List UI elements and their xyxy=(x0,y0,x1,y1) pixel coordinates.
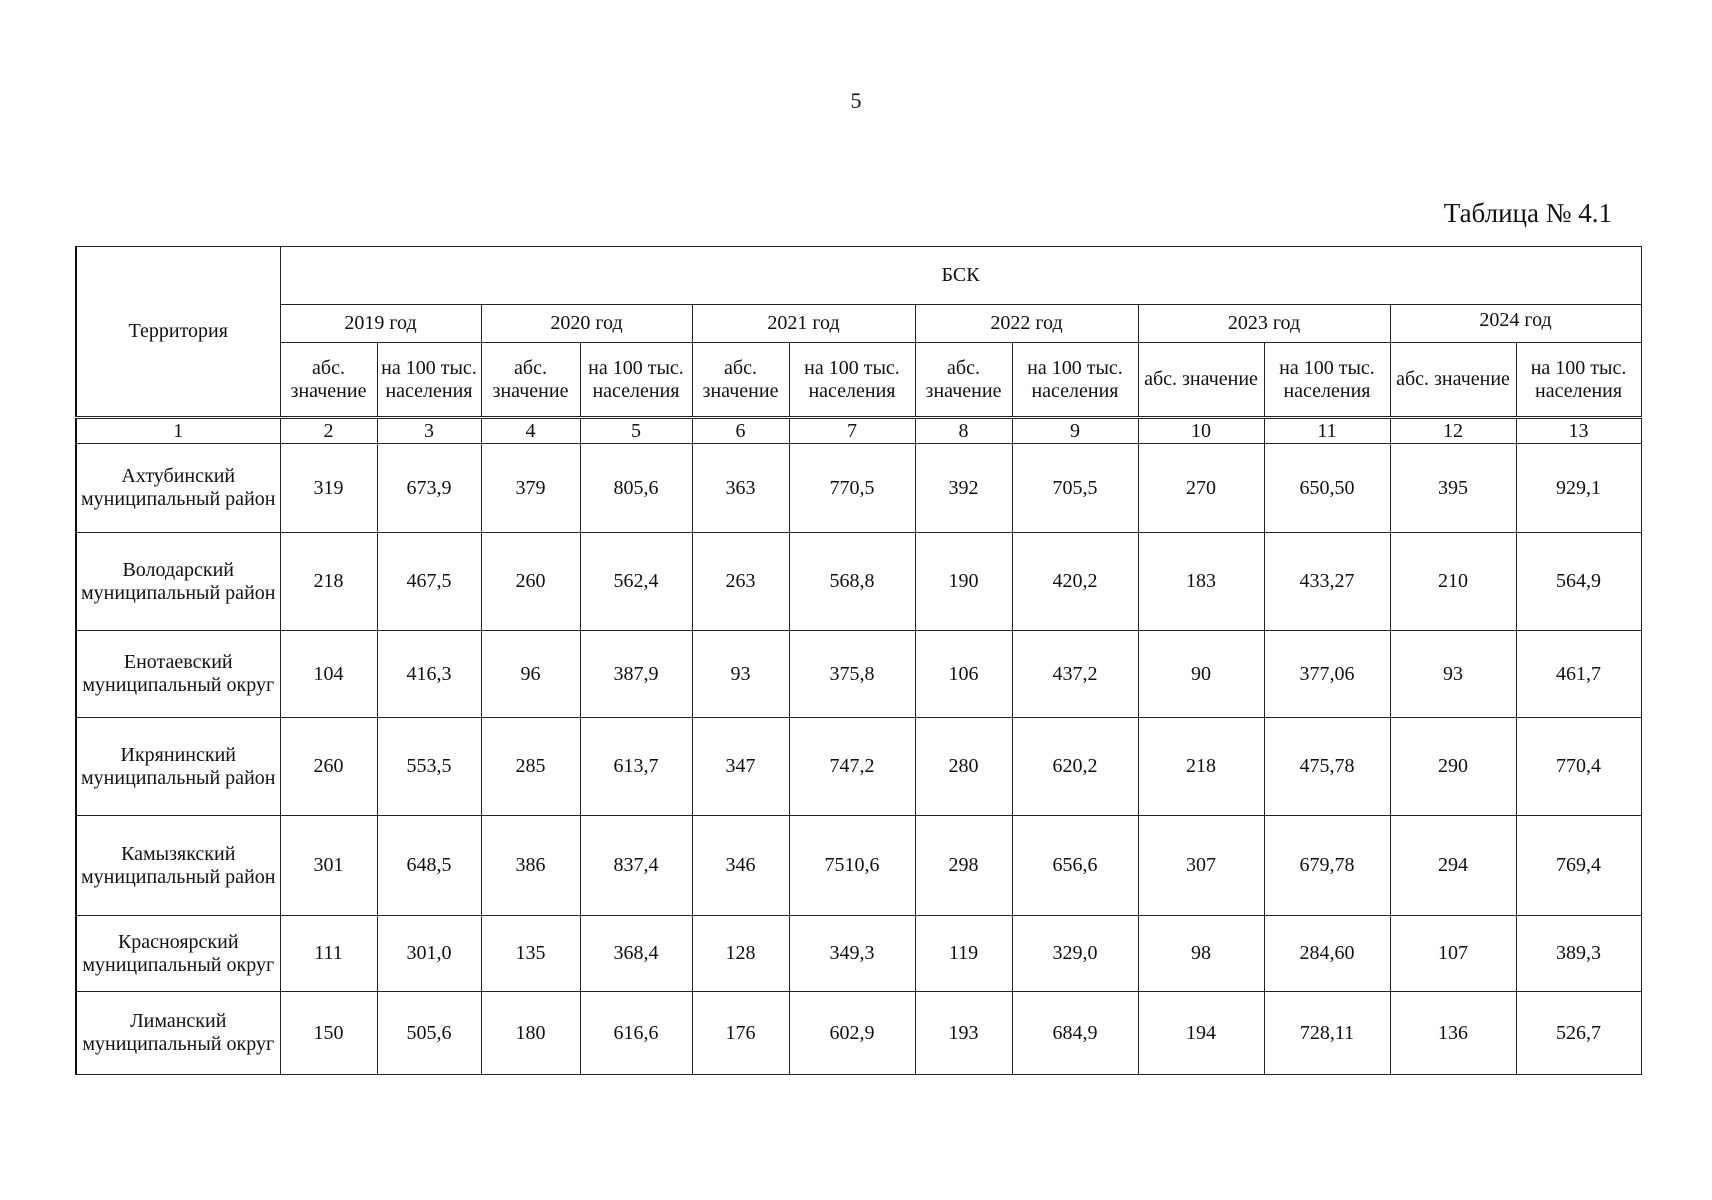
column-number: 2 xyxy=(280,418,377,444)
header-sub: на 100 тыс. населения xyxy=(377,343,481,418)
abs-value-cell: 150 xyxy=(280,992,377,1075)
table-row xyxy=(76,816,1641,916)
header-row-years xyxy=(76,305,1641,343)
abs-value-cell: 106 xyxy=(915,631,1012,718)
rate-value-cell: 553,5 xyxy=(377,718,481,816)
abs-value-cell: 379 xyxy=(481,444,580,533)
abs-value-cell: 93 xyxy=(1390,631,1516,718)
header-sub: абс. значение xyxy=(692,343,789,418)
abs-value-cell: 183 xyxy=(1138,533,1264,631)
abs-value-cell: 346 xyxy=(692,816,789,916)
header-year: 2020 год xyxy=(481,305,692,343)
column-number: 1 xyxy=(76,418,280,444)
territory-name: Красноярский муниципальный округ xyxy=(76,916,280,992)
abs-value-cell: 307 xyxy=(1138,816,1264,916)
rate-value-cell: 467,5 xyxy=(377,533,481,631)
abs-value-cell: 119 xyxy=(915,916,1012,992)
rate-value-cell: 301,0 xyxy=(377,916,481,992)
page-number: 5 xyxy=(850,88,862,113)
abs-value-cell: 301 xyxy=(280,816,377,916)
abs-value-cell: 176 xyxy=(692,992,789,1075)
rate-value-cell: 564,9 xyxy=(1516,533,1641,631)
rate-value-cell: 420,2 xyxy=(1012,533,1138,631)
rate-value-cell: 7510,6 xyxy=(789,816,915,916)
rate-value-cell: 770,5 xyxy=(789,444,915,533)
abs-value-cell: 386 xyxy=(481,816,580,916)
abs-value-cell: 260 xyxy=(280,718,377,816)
abs-value-cell: 395 xyxy=(1390,444,1516,533)
territory-name: Камызякский муниципальный район xyxy=(76,816,280,916)
header-year: 2023 год xyxy=(1138,305,1390,343)
abs-value-cell: 290 xyxy=(1390,718,1516,816)
territory-name: Лиманский муниципальный округ xyxy=(76,992,280,1075)
data-table xyxy=(75,246,1642,1075)
header-sub: на 100 тыс. населения xyxy=(1012,343,1138,418)
abs-value-cell: 107 xyxy=(1390,916,1516,992)
table-row xyxy=(76,992,1641,1075)
rate-value-cell: 349,3 xyxy=(789,916,915,992)
rate-value-cell: 475,78 xyxy=(1264,718,1390,816)
abs-value-cell: 392 xyxy=(915,444,1012,533)
abs-value-cell: 280 xyxy=(915,718,1012,816)
abs-value-cell: 180 xyxy=(481,992,580,1075)
table-row xyxy=(76,444,1641,533)
rate-value-cell: 368,4 xyxy=(580,916,692,992)
rate-value-cell: 437,2 xyxy=(1012,631,1138,718)
rate-value-cell: 837,4 xyxy=(580,816,692,916)
rate-value-cell: 747,2 xyxy=(789,718,915,816)
rate-value-cell: 568,8 xyxy=(789,533,915,631)
header-year: 2021 год xyxy=(692,305,915,343)
abs-value-cell: 270 xyxy=(1138,444,1264,533)
column-number: 7 xyxy=(789,418,915,444)
table-row xyxy=(76,631,1641,718)
abs-value-cell: 298 xyxy=(915,816,1012,916)
abs-value-cell: 193 xyxy=(915,992,1012,1075)
rate-value-cell: 461,7 xyxy=(1516,631,1641,718)
rate-value-cell: 284,60 xyxy=(1264,916,1390,992)
rate-value-cell: 613,7 xyxy=(580,718,692,816)
rate-value-cell: 929,1 xyxy=(1516,444,1641,533)
abs-value-cell: 96 xyxy=(481,631,580,718)
rate-value-cell: 526,7 xyxy=(1516,992,1641,1075)
abs-value-cell: 104 xyxy=(280,631,377,718)
column-number: 13 xyxy=(1516,418,1641,444)
column-number: 10 xyxy=(1138,418,1264,444)
abs-value-cell: 260 xyxy=(481,533,580,631)
rate-value-cell: 616,6 xyxy=(580,992,692,1075)
abs-value-cell: 319 xyxy=(280,444,377,533)
abs-value-cell: 218 xyxy=(1138,718,1264,816)
rate-value-cell: 673,9 xyxy=(377,444,481,533)
rate-value-cell: 656,6 xyxy=(1012,816,1138,916)
header-group: БСК xyxy=(280,247,1641,305)
territory-name: Ахтубинский муниципальный район xyxy=(76,444,280,533)
abs-value-cell: 363 xyxy=(692,444,789,533)
rate-value-cell: 433,27 xyxy=(1264,533,1390,631)
rate-value-cell: 377,06 xyxy=(1264,631,1390,718)
column-number: 11 xyxy=(1264,418,1390,444)
header-sub: абс. значение xyxy=(915,343,1012,418)
header-sub: на 100 тыс. населения xyxy=(1516,343,1641,418)
header-sub: на 100 тыс. населения xyxy=(580,343,692,418)
abs-value-cell: 98 xyxy=(1138,916,1264,992)
column-number-row xyxy=(76,418,1641,444)
header-sub: абс. значение xyxy=(1390,343,1516,418)
column-number: 9 xyxy=(1012,418,1138,444)
header-sub: на 100 тыс. населения xyxy=(1264,343,1390,418)
rate-value-cell: 684,9 xyxy=(1012,992,1138,1075)
rate-value-cell: 375,8 xyxy=(789,631,915,718)
rate-value-cell: 769,4 xyxy=(1516,816,1641,916)
rate-value-cell: 805,6 xyxy=(580,444,692,533)
table-row xyxy=(76,533,1641,631)
abs-value-cell: 263 xyxy=(692,533,789,631)
abs-value-cell: 218 xyxy=(280,533,377,631)
column-number: 12 xyxy=(1390,418,1516,444)
rate-value-cell: 329,0 xyxy=(1012,916,1138,992)
header-sub: абс. значение xyxy=(1138,343,1264,418)
rate-value-cell: 387,9 xyxy=(580,631,692,718)
column-number: 6 xyxy=(692,418,789,444)
rate-value-cell: 389,3 xyxy=(1516,916,1641,992)
abs-value-cell: 128 xyxy=(692,916,789,992)
header-sub: на 100 тыс. населения xyxy=(789,343,915,418)
territory-name: Икрянинский муниципальный район xyxy=(76,718,280,816)
abs-value-cell: 111 xyxy=(280,916,377,992)
table-caption: Таблица № 4.1 xyxy=(1443,198,1612,228)
rate-value-cell: 562,4 xyxy=(580,533,692,631)
territory-name: Володарский муниципальный район xyxy=(76,533,280,631)
rate-value-cell: 602,9 xyxy=(789,992,915,1075)
header-row-sub xyxy=(76,343,1641,418)
table-row xyxy=(76,718,1641,816)
rate-value-cell: 648,5 xyxy=(377,816,481,916)
header-sub: абс. значение xyxy=(481,343,580,418)
abs-value-cell: 135 xyxy=(481,916,580,992)
abs-value-cell: 210 xyxy=(1390,533,1516,631)
header-territory: Территория xyxy=(76,247,280,418)
rate-value-cell: 650,50 xyxy=(1264,444,1390,533)
territory-name: Енотаевский муниципальный округ xyxy=(76,631,280,718)
rate-value-cell: 728,11 xyxy=(1264,992,1390,1075)
rate-value-cell: 679,78 xyxy=(1264,816,1390,916)
column-number: 8 xyxy=(915,418,1012,444)
abs-value-cell: 93 xyxy=(692,631,789,718)
rate-value-cell: 416,3 xyxy=(377,631,481,718)
table-row xyxy=(76,916,1641,992)
abs-value-cell: 347 xyxy=(692,718,789,816)
column-number: 3 xyxy=(377,418,481,444)
abs-value-cell: 294 xyxy=(1390,816,1516,916)
header-year: 2022 год xyxy=(915,305,1138,343)
abs-value-cell: 194 xyxy=(1138,992,1264,1075)
abs-value-cell: 136 xyxy=(1390,992,1516,1075)
rate-value-cell: 770,4 xyxy=(1516,718,1641,816)
header-year: 2019 год xyxy=(280,305,481,343)
column-number: 4 xyxy=(481,418,580,444)
rate-value-cell: 505,6 xyxy=(377,992,481,1075)
abs-value-cell: 90 xyxy=(1138,631,1264,718)
column-number: 5 xyxy=(580,418,692,444)
rate-value-cell: 620,2 xyxy=(1012,718,1138,816)
header-row-group xyxy=(76,247,1641,305)
header-year: 2024 год xyxy=(1390,305,1641,343)
header-sub: абс. значение xyxy=(280,343,377,418)
abs-value-cell: 285 xyxy=(481,718,580,816)
rate-value-cell: 705,5 xyxy=(1012,444,1138,533)
abs-value-cell: 190 xyxy=(915,533,1012,631)
